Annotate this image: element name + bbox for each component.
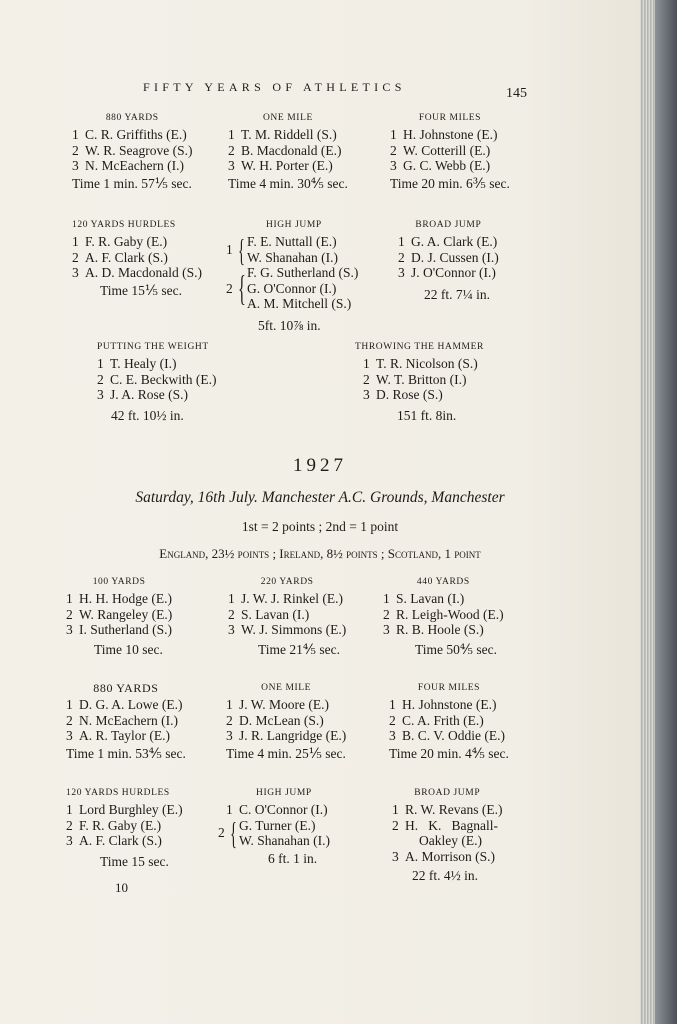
event-title: BROAD JUMP <box>414 788 481 798</box>
place-row: 2 H. K. Bagnall- <box>392 817 498 833</box>
place-row: 1 Lord Burghley (E.) <box>66 802 183 817</box>
event-broad-jump-1927 <box>392 787 503 884</box>
event-throwing-the-hammer-1926 <box>355 341 484 423</box>
event-120-yards-hurdles-1926 <box>72 219 202 298</box>
place-row: 2 A. F. Clark (S.) <box>72 249 168 265</box>
event-one-mile-1927 <box>226 682 346 761</box>
page-number: 145 <box>506 86 527 101</box>
place-row: 1 T. Healy (I.) <box>97 356 177 371</box>
place-row: 3 G. C. Webb (E.) <box>390 158 491 173</box>
event-title: ONE MILE <box>261 683 312 693</box>
place-row: 3 R. B. Hoole (S.) <box>383 622 484 637</box>
event-result: Time 20 min. 4⅘ sec. <box>389 745 509 761</box>
event-one-mile-1926 <box>228 112 348 191</box>
place-row: 3 W. H. Porter (E.) <box>228 158 333 173</box>
place-row: 1 T. R. Nicolson (S.) <box>363 356 478 371</box>
place-row: 3 A. F. Clark (S.) <box>66 833 162 848</box>
event-result: Time 21⅘ sec. <box>258 641 340 657</box>
meeting-venue: Saturday, 16th July. Manchester A.C. Grounds, Manchester <box>135 489 505 506</box>
place-row: 2 B. Macdonald (E.) <box>228 142 342 158</box>
tie-second-place: 2 { F. G. Sutherland (S.) G. O'Connor (I.) A. M. Mitchell (S.) <box>226 265 359 311</box>
event-result: Time 10 sec. <box>94 641 163 657</box>
event-putting-the-weight-1926 <box>97 341 216 423</box>
place-row: 2 C. E. Beckwith (E.) <box>97 371 217 387</box>
event-220-yards-1927 <box>228 576 346 657</box>
brace: { <box>230 815 237 851</box>
place-row: 3 J. R. Langridge (E.) <box>226 728 347 743</box>
event-title: 220 YARDS <box>260 577 314 587</box>
event-title: FOUR MILES <box>418 113 482 123</box>
place-row: 3 A. R. Taylor (E.) <box>66 728 171 743</box>
event-result: 42 ft. 10½ in. <box>111 407 184 423</box>
event-result: 5ft. 10⅞ in. <box>258 317 321 333</box>
section-year: 1927 <box>293 455 347 476</box>
place-row: 1 J. W. J. Rinkel (E.) <box>228 591 344 606</box>
team-totals: England, 23½ points ; Ireland, 8½ points ; Scotland, 1 point <box>159 546 481 561</box>
binding-shadow <box>655 0 677 1024</box>
event-four-miles-1927 <box>389 682 509 761</box>
tie-second-place: 2 { G. Turner (E.) W. Shanahan (I.) <box>218 815 330 851</box>
event-result: Time 15 sec. <box>100 853 169 869</box>
place-row: 2 S. Lavan (I.) <box>228 606 310 622</box>
event-880-yards-1927 <box>66 682 186 761</box>
event-high-jump-1926 <box>226 219 358 333</box>
place-row: 2 F. R. Gaby (E.) <box>66 817 162 833</box>
place-row: 2 N. McEachern (I.) <box>66 712 178 728</box>
tie-first-place: 1 { F. E. Nuttall (E.) W. Shanahan (I.) <box>226 231 338 268</box>
place-row: 1 H. Johnstone (E.) <box>390 127 498 142</box>
event-title: ONE MILE <box>262 113 313 123</box>
brace: { <box>238 231 245 268</box>
place-row: 2 D. J. Cussen (I.) <box>398 249 499 265</box>
place-row: 1 J. W. Moore (E.) <box>226 697 329 712</box>
place-row: 2 W. R. Seagrove (S.) <box>72 142 193 158</box>
event-high-jump-1927 <box>218 787 330 866</box>
event-title: 120 YARDS HURDLES <box>66 788 170 798</box>
place-row: 3 D. Rose (S.) <box>363 387 443 402</box>
place-row: 2 W. Cotterill (E.) <box>390 142 491 158</box>
event-broad-jump-1926 <box>398 219 499 302</box>
event-result: Time 1 min. 53⅘ sec. <box>66 745 186 761</box>
place-row: 3 A. D. Macdonald (S.) <box>72 265 202 280</box>
place-row: 2 D. McLean (S.) <box>226 712 324 728</box>
scoring-rule: 1st = 2 points ; 2nd = 1 point <box>241 519 399 534</box>
brace: { <box>238 268 246 309</box>
event-title: 880 YARDS <box>93 681 159 695</box>
place-row: 1 D. G. A. Lowe (E.) <box>66 697 183 712</box>
event-result: 22 ft. 7¼ in. <box>424 286 490 302</box>
event-title: 440 YARDS <box>416 577 470 587</box>
event-title: BROAD JUMP <box>415 220 482 230</box>
running-title: FIFTY YEARS OF ATHLETICS <box>143 80 406 94</box>
place-row: 2 R. Leigh-Wood (E.) <box>383 606 504 622</box>
event-result: Time 50⅘ sec. <box>415 641 497 657</box>
place-row: Oakley (E.) <box>419 833 482 848</box>
place-row: 1 C. R. Griffiths (E.) <box>72 127 187 142</box>
place-row: 2 C. A. Frith (E.) <box>389 712 484 728</box>
place-row: 1 R. W. Revans (E.) <box>392 802 503 817</box>
place-row: 1 H. Johnstone (E.) <box>389 697 497 712</box>
event-120-yards-hurdles-1927 <box>66 787 183 869</box>
event-title: FOUR MILES <box>417 683 481 693</box>
place-row: 1 F. R. Gaby (E.) <box>72 234 168 249</box>
place-row: 2 W. Rangeley (E.) <box>66 606 173 622</box>
event-title: 880 YARDS <box>105 113 159 123</box>
place-row: 3 J. A. Rose (S.) <box>97 387 189 402</box>
event-title: HIGH JUMP <box>266 220 322 230</box>
place-row: 3 N. McEachern (I.) <box>72 158 184 173</box>
event-result: Time 4 min. 25⅕ sec. <box>226 745 346 761</box>
place-row: 1 S. Lavan (I.) <box>383 591 465 606</box>
event-title: PUTTING THE WEIGHT <box>97 342 209 352</box>
place-row: 3 W. J. Simmons (E.) <box>228 622 347 637</box>
event-title: THROWING THE HAMMER <box>355 342 484 352</box>
place-row: 1 C. O'Connor (I.) <box>226 802 328 817</box>
place-row: 3 B. C. V. Oddie (E.) <box>389 728 506 743</box>
event-result: Time 4 min. 30⅘ sec. <box>228 175 348 191</box>
event-result: Time 20 min. 6⅗ sec. <box>390 175 510 191</box>
place-row: 1 T. M. Riddell (S.) <box>228 127 337 142</box>
event-880-yards-1926 <box>72 112 193 191</box>
event-title: HIGH JUMP <box>256 788 312 798</box>
event-100-yards-1927 <box>66 576 172 657</box>
event-result: 22 ft. 4½ in. <box>412 868 478 883</box>
event-440-yards-1927 <box>383 576 504 657</box>
event-result: 151 ft. 8in. <box>397 407 457 423</box>
signature-mark: 10 <box>115 880 128 895</box>
place-row: 3 J. O'Connor (I.) <box>398 265 496 280</box>
event-result: Time 1 min. 57⅕ sec. <box>72 175 192 191</box>
place-row: 2 W. T. Britton (I.) <box>363 371 467 387</box>
event-title: 120 YARDS HURDLES <box>72 220 176 230</box>
place-row: 3 A. Morrison (S.) <box>392 848 495 864</box>
place-row: 1 G. A. Clark (E.) <box>398 234 498 249</box>
event-four-miles-1926 <box>390 112 510 191</box>
place-row: 3 I. Sutherland (S.) <box>66 622 172 637</box>
event-result: Time 15⅕ sec. <box>100 282 182 298</box>
event-title: 100 YARDS <box>92 577 146 587</box>
event-result: 6 ft. 1 in. <box>268 850 318 866</box>
place-row: 1 H. H. Hodge (E.) <box>66 591 172 606</box>
